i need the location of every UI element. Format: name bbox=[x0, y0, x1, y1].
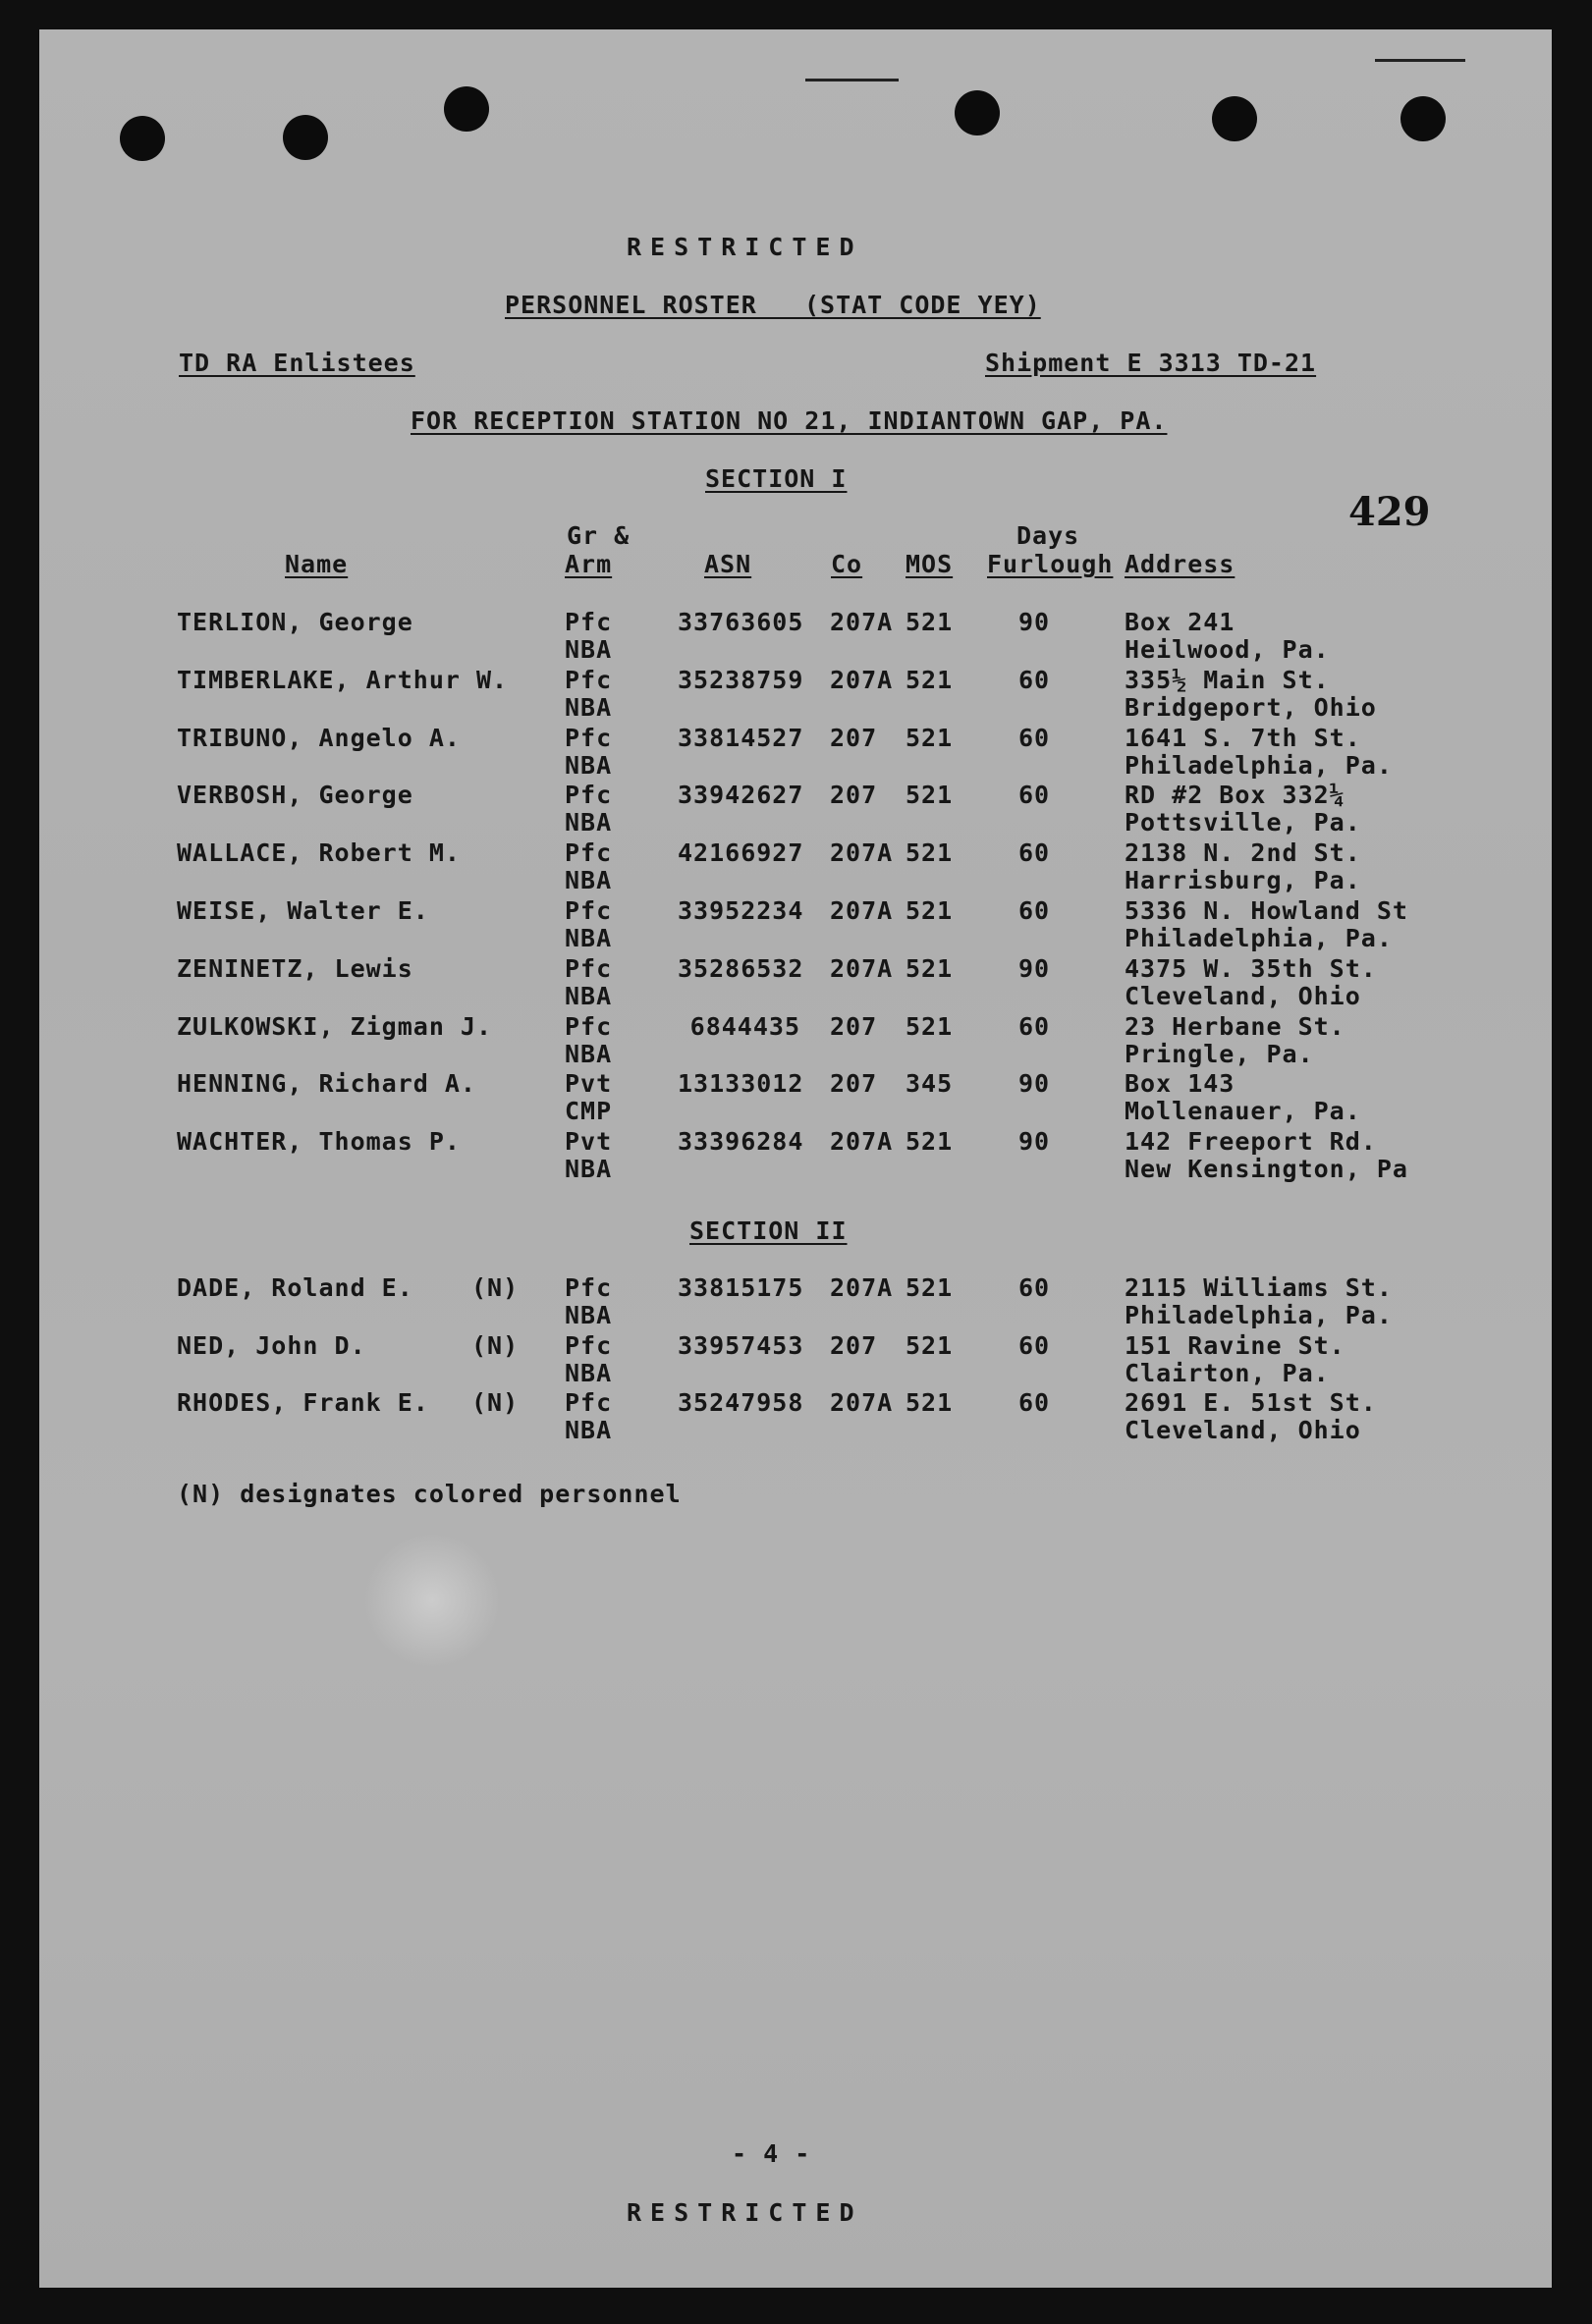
cell-mos: 521 bbox=[906, 838, 954, 868]
cell-name: TIMBERLAKE, Arthur W. bbox=[177, 665, 509, 694]
cell-grade: Pfc bbox=[565, 896, 613, 925]
cell-grade: Pfc bbox=[565, 1330, 613, 1360]
cell-name: HENNING, Richard A. bbox=[177, 1069, 476, 1099]
col-name: Name bbox=[285, 550, 349, 578]
cell-name: WALLACE, Robert M. bbox=[177, 838, 461, 868]
cell-asn: 33763605 bbox=[678, 608, 804, 636]
cell-co: 207A bbox=[830, 1388, 894, 1417]
cell-asn: 13133012 bbox=[678, 1069, 804, 1099]
cell-addr1: Box 143 bbox=[1125, 1069, 1235, 1099]
page-stamp: 429 bbox=[1348, 489, 1431, 535]
cell-addr1: 2115 Williams St. bbox=[1125, 1273, 1393, 1302]
col-grade-bottom: Arm bbox=[565, 550, 613, 578]
enlistee-type: TD RA Enlistees bbox=[179, 349, 415, 377]
cell-arm: NBA bbox=[565, 924, 613, 952]
cell-addr1: 5336 N. Howland St bbox=[1125, 896, 1408, 925]
cell-mos: 521 bbox=[906, 953, 954, 983]
cell-addr2: Philadelphia, Pa. bbox=[1125, 1301, 1393, 1329]
cell-arm: NBA bbox=[565, 692, 613, 722]
cell-mark: (N) bbox=[471, 1388, 520, 1417]
cell-co: 207 bbox=[830, 1011, 878, 1041]
cell-days: 60 bbox=[1018, 896, 1051, 925]
cell-addr1: 142 Freeport Rd. bbox=[1125, 1127, 1377, 1157]
cell-co: 207A bbox=[830, 1127, 894, 1157]
cell-asn: 35286532 bbox=[678, 953, 804, 983]
cell-co: 207A bbox=[830, 953, 894, 983]
cell-addr2: Cleveland, Ohio bbox=[1125, 1416, 1361, 1444]
cell-grade: Pvt bbox=[565, 1069, 613, 1099]
cell-co: 207A bbox=[830, 896, 894, 925]
cell-days: 90 bbox=[1018, 953, 1051, 983]
cell-addr1: 1641 S. 7th St. bbox=[1125, 723, 1361, 752]
cell-co: 207 bbox=[830, 781, 878, 810]
cell-asn: 35238759 bbox=[678, 665, 804, 694]
cell-arm: CMP bbox=[565, 1097, 613, 1126]
cell-name: NED, John D. bbox=[177, 1330, 366, 1360]
cell-addr1: 2138 N. 2nd St. bbox=[1125, 838, 1361, 868]
cell-co: 207A bbox=[830, 838, 894, 868]
cell-grade: Pfc bbox=[565, 1388, 613, 1417]
cell-mos: 521 bbox=[906, 665, 954, 694]
col-address: Address bbox=[1125, 550, 1235, 578]
cell-addr1: Box 241 bbox=[1125, 608, 1235, 636]
cell-grade: Pfc bbox=[565, 723, 613, 752]
cell-mos: 521 bbox=[906, 723, 954, 752]
cell-grade: Pfc bbox=[565, 838, 613, 868]
cell-arm: NBA bbox=[565, 750, 613, 780]
cell-addr1: RD #2 Box 332¼ bbox=[1125, 781, 1345, 810]
cell-addr2: Cleveland, Ohio bbox=[1125, 981, 1361, 1010]
cell-asn: 33396284 bbox=[678, 1127, 804, 1157]
punch-hole bbox=[955, 90, 1000, 135]
cell-arm: NBA bbox=[565, 981, 613, 1010]
classification-footer: RESTRICTED bbox=[627, 2198, 863, 2227]
cell-name: TERLION, George bbox=[177, 608, 413, 636]
punch-hole bbox=[1400, 96, 1446, 141]
cell-asn: 33957453 bbox=[678, 1330, 804, 1360]
cell-days: 90 bbox=[1018, 608, 1051, 636]
cell-days: 90 bbox=[1018, 1127, 1051, 1157]
roster-title: PERSONNEL ROSTER (STAT CODE YEY) bbox=[505, 291, 1041, 319]
cell-addr1: 2691 E. 51st St. bbox=[1125, 1388, 1377, 1417]
shipment-number: Shipment E 3313 TD-21 bbox=[985, 349, 1317, 377]
cell-co: 207 bbox=[830, 1330, 878, 1360]
cell-mos: 521 bbox=[906, 608, 954, 636]
cell-grade: Pfc bbox=[565, 1011, 613, 1041]
punch-hole bbox=[283, 115, 328, 160]
cell-addr2: Mollenauer, Pa. bbox=[1125, 1097, 1361, 1126]
cell-mos: 521 bbox=[906, 896, 954, 925]
cell-mos: 521 bbox=[906, 1011, 954, 1041]
col-grade-top: Gr & bbox=[567, 521, 631, 550]
cell-addr2: Clairton, Pa. bbox=[1125, 1358, 1330, 1387]
light-glare bbox=[363, 1532, 501, 1669]
cell-name: ZULKOWSKI, Zigman J. bbox=[177, 1011, 493, 1041]
cell-name: ZENINETZ, Lewis bbox=[177, 953, 413, 983]
cell-asn: 33814527 bbox=[678, 723, 804, 752]
col-days-top: Days bbox=[1016, 521, 1080, 550]
cell-asn: 6844435 bbox=[689, 1011, 800, 1041]
cell-addr1: 4375 W. 35th St. bbox=[1125, 953, 1377, 983]
cell-addr1: 335½ Main St. bbox=[1125, 665, 1330, 694]
cell-mos: 521 bbox=[906, 1273, 954, 1302]
cell-mos: 345 bbox=[906, 1069, 954, 1099]
cell-mark: (N) bbox=[471, 1273, 520, 1302]
col-mos: MOS bbox=[906, 550, 954, 578]
cell-grade: Pvt bbox=[565, 1127, 613, 1157]
cell-mos: 521 bbox=[906, 781, 954, 810]
cell-name: DADE, Roland E. bbox=[177, 1273, 413, 1302]
cell-addr2: Philadelphia, Pa. bbox=[1125, 924, 1393, 952]
cell-days: 60 bbox=[1018, 1388, 1051, 1417]
cell-addr2: Pottsville, Pa. bbox=[1125, 808, 1361, 838]
classification-header: RESTRICTED bbox=[627, 233, 863, 261]
cell-days: 60 bbox=[1018, 781, 1051, 810]
cell-days: 60 bbox=[1018, 838, 1051, 868]
cell-days: 60 bbox=[1018, 665, 1051, 694]
cell-co: 207A bbox=[830, 665, 894, 694]
station-line: FOR RECEPTION STATION NO 21, INDIANTOWN GAP, PA. bbox=[411, 406, 1168, 435]
cell-name: VERBOSH, George bbox=[177, 781, 413, 810]
col-co: Co bbox=[831, 550, 863, 578]
cell-addr2: Harrisburg, Pa. bbox=[1125, 866, 1361, 895]
cell-days: 60 bbox=[1018, 1273, 1051, 1302]
cell-name: WEISE, Walter E. bbox=[177, 896, 429, 925]
cell-arm: NBA bbox=[565, 1416, 613, 1444]
cell-mos: 521 bbox=[906, 1388, 954, 1417]
cell-asn: 33942627 bbox=[678, 781, 804, 810]
cell-grade: Pfc bbox=[565, 953, 613, 983]
cell-mos: 521 bbox=[906, 1127, 954, 1157]
cell-arm: NBA bbox=[565, 1039, 613, 1068]
col-days-bottom: Furlough bbox=[987, 550, 1114, 578]
cell-co: 207 bbox=[830, 1069, 878, 1099]
cell-name: TRIBUNO, Angelo A. bbox=[177, 723, 461, 752]
cell-name: RHODES, Frank E. bbox=[177, 1388, 429, 1417]
cell-grade: Pfc bbox=[565, 781, 613, 810]
cell-arm: NBA bbox=[565, 635, 613, 664]
col-asn: ASN bbox=[704, 550, 752, 578]
cell-co: 207A bbox=[830, 1273, 894, 1302]
cell-addr1: 151 Ravine St. bbox=[1125, 1330, 1345, 1360]
cell-name: WACHTER, Thomas P. bbox=[177, 1127, 461, 1157]
cell-addr1: 23 Herbane St. bbox=[1125, 1011, 1345, 1041]
cell-days: 90 bbox=[1018, 1069, 1051, 1099]
cell-arm: NBA bbox=[565, 1301, 613, 1329]
cell-addr2: New Kensington, Pa bbox=[1125, 1155, 1408, 1184]
punch-hole bbox=[444, 86, 489, 132]
footnote: (N) designates colored personnel bbox=[177, 1480, 682, 1508]
cell-co: 207 bbox=[830, 723, 878, 752]
cell-mark: (N) bbox=[471, 1330, 520, 1360]
cell-arm: NBA bbox=[565, 1155, 613, 1184]
paper-mark bbox=[805, 79, 899, 81]
punch-hole bbox=[120, 116, 165, 161]
cell-addr2: Bridgeport, Ohio bbox=[1125, 692, 1377, 722]
cell-asn: 33815175 bbox=[678, 1273, 804, 1302]
cell-days: 60 bbox=[1018, 723, 1051, 752]
section-two-title: SECTION II bbox=[689, 1216, 848, 1245]
cell-asn: 33952234 bbox=[678, 896, 804, 925]
cell-arm: NBA bbox=[565, 866, 613, 895]
paper-mark bbox=[1375, 59, 1465, 62]
cell-asn: 35247958 bbox=[678, 1388, 804, 1417]
cell-days: 60 bbox=[1018, 1330, 1051, 1360]
cell-arm: NBA bbox=[565, 808, 613, 838]
section-one-title: SECTION I bbox=[705, 464, 848, 493]
punch-hole bbox=[1212, 96, 1257, 141]
cell-addr2: Pringle, Pa. bbox=[1125, 1039, 1314, 1068]
cell-arm: NBA bbox=[565, 1358, 613, 1387]
cell-addr2: Philadelphia, Pa. bbox=[1125, 750, 1393, 780]
cell-asn: 42166927 bbox=[678, 838, 804, 868]
cell-co: 207A bbox=[830, 608, 894, 636]
cell-grade: Pfc bbox=[565, 1273, 613, 1302]
cell-mos: 521 bbox=[906, 1330, 954, 1360]
cell-addr2: Heilwood, Pa. bbox=[1125, 635, 1330, 664]
cell-grade: Pfc bbox=[565, 665, 613, 694]
cell-grade: Pfc bbox=[565, 608, 613, 636]
page-number: - 4 - bbox=[732, 2139, 811, 2168]
cell-days: 60 bbox=[1018, 1011, 1051, 1041]
